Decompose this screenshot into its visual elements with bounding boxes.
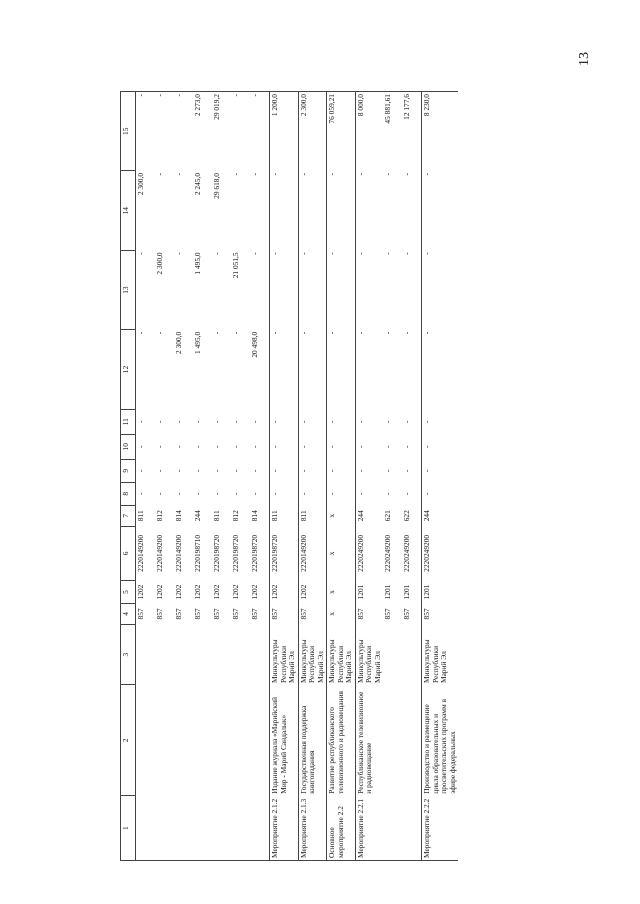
- cell-c7: 811: [212, 510, 221, 522]
- cell-name: Мероприятие 2.2.1: [355, 796, 383, 861]
- cell-desc: [250, 685, 270, 796]
- cell-exec: [231, 624, 250, 685]
- column-header-14: 14: [121, 171, 136, 250]
- cell-c7: 812: [155, 510, 164, 522]
- cell-c13: -: [212, 252, 221, 255]
- cell-c7: 622: [402, 510, 412, 522]
- cell-c13: -: [383, 252, 393, 255]
- budget-table: [120, 91, 458, 861]
- cell-c15: -: [231, 92, 250, 171]
- cell-c4: 857: [212, 608, 221, 620]
- cell-c11: -: [422, 409, 459, 434]
- cell-c12: -: [327, 330, 356, 409]
- cell-c13: -: [250, 252, 259, 255]
- table-row: [298, 92, 327, 861]
- cell-c4: 857: [402, 608, 412, 620]
- cell-c13: 1 495,0: [193, 252, 202, 275]
- cell-name: [136, 796, 156, 861]
- cell-c13: -: [174, 252, 183, 255]
- cell-c13: 2 300,0: [155, 252, 164, 275]
- cell-c9: -: [231, 469, 240, 473]
- cell-c8: -: [193, 492, 202, 496]
- cell-c8: -: [270, 482, 299, 505]
- column-header-13: 13: [121, 250, 136, 329]
- column-header-6: 6: [121, 526, 136, 580]
- table-row: [136, 92, 156, 861]
- cell-exec: [402, 624, 422, 685]
- cell-c14: -: [327, 171, 356, 250]
- cell-c4: х: [327, 604, 356, 625]
- cell-c12: -: [270, 330, 299, 409]
- cell-c5: 1202: [174, 584, 183, 600]
- cell-c11: -: [355, 409, 383, 434]
- cell-c6: 2220149200: [155, 534, 164, 572]
- cell-name: Мероприятие 2.1.3: [298, 796, 327, 861]
- rotated-table-container: [120, 91, 520, 861]
- cell-c7: 812: [231, 510, 240, 522]
- cell-c14: -: [402, 172, 412, 176]
- column-header-7: 7: [121, 505, 136, 526]
- cell-c14: -: [231, 172, 240, 176]
- cell-c10: -: [155, 445, 164, 449]
- cell-c13: -: [355, 250, 383, 329]
- cell-c10: -: [422, 434, 459, 459]
- table-row: [155, 92, 174, 861]
- cell-c8: -: [422, 482, 459, 505]
- cell-c6: 2220198720: [231, 534, 240, 572]
- cell-c15: 29 019,2: [212, 92, 231, 171]
- cell-c5: 1202: [250, 584, 259, 600]
- table-row: [212, 92, 231, 861]
- cell-exec: [174, 624, 193, 685]
- cell-c11: -: [155, 420, 164, 423]
- cell-desc: [212, 685, 231, 796]
- cell-c7: 811: [136, 510, 145, 522]
- cell-c5: 1201: [383, 584, 393, 600]
- cell-c8: -: [250, 492, 259, 496]
- cell-c6: 2220249200: [383, 534, 393, 572]
- column-header-15: 15: [121, 92, 136, 171]
- cell-c8: -: [355, 482, 383, 505]
- cell-c7: 814: [250, 510, 259, 522]
- cell-c13: 21 051,5: [231, 252, 240, 279]
- cell-name: Мероприятие 2.1.2: [270, 796, 299, 861]
- page-number: 13: [577, 52, 592, 66]
- cell-c15: 76 059,21: [327, 92, 356, 171]
- cell-c11: -: [136, 420, 145, 423]
- cell-c8: -: [136, 492, 145, 496]
- cell-c15: 8 000,0: [355, 92, 383, 171]
- column-header-11: 11: [121, 409, 136, 434]
- cell-c14: 2 245,0: [193, 172, 202, 196]
- cell-c10: -: [136, 445, 145, 449]
- cell-name: [174, 796, 193, 861]
- cell-c14: -: [383, 172, 393, 176]
- cell-desc: Производство и размещение цикла образовательных и просветительских программ в эфире федеральных: [422, 685, 459, 796]
- cell-c10: -: [298, 434, 327, 459]
- table-row: [250, 92, 270, 861]
- cell-c9: -: [193, 469, 202, 473]
- cell-exec: [212, 624, 231, 685]
- cell-c15: 12 177,6: [402, 92, 422, 171]
- cell-c11: -: [298, 409, 327, 434]
- cell-c9: -: [422, 459, 459, 482]
- cell-c10: -: [402, 445, 412, 449]
- cell-c6: 2220149200: [298, 526, 327, 580]
- cell-c5: х: [327, 581, 356, 604]
- cell-desc: [402, 685, 422, 796]
- table-row: [193, 92, 212, 861]
- cell-c12: 2 300,0: [174, 331, 183, 354]
- cell-c10: -: [355, 434, 383, 459]
- cell-c11: -: [383, 420, 393, 423]
- cell-c5: 1202: [270, 581, 299, 604]
- cell-c9: -: [298, 459, 327, 482]
- cell-exec: [383, 624, 402, 685]
- cell-c7: 621: [383, 510, 393, 522]
- cell-c6: 2220249200: [402, 534, 412, 572]
- cell-c13: -: [422, 250, 459, 329]
- cell-c12: -: [231, 331, 240, 335]
- cell-c15: 2 273,0: [193, 92, 212, 171]
- cell-desc: [193, 685, 212, 796]
- cell-c15: 2 300,0: [298, 92, 327, 171]
- cell-desc: [383, 685, 402, 796]
- cell-name: [155, 796, 174, 861]
- cell-name: Основное мероприятие 2.2: [327, 796, 356, 861]
- cell-c7: 244: [422, 505, 459, 526]
- cell-c9: -: [212, 469, 221, 473]
- cell-c9: -: [270, 459, 299, 482]
- cell-c4: 857: [383, 608, 393, 620]
- table-row: [355, 92, 383, 861]
- cell-c15: -: [155, 92, 174, 171]
- cell-c4: 857: [298, 604, 327, 625]
- cell-desc: [155, 685, 174, 796]
- cell-desc: [136, 685, 156, 796]
- cell-c9: -: [355, 459, 383, 482]
- cell-c4: 857: [136, 608, 145, 620]
- column-header-5: 5: [121, 581, 136, 604]
- cell-c11: -: [174, 420, 183, 423]
- cell-c12: -: [155, 331, 164, 335]
- column-header-2: 2: [121, 685, 136, 796]
- cell-exec: Минкультуры Республики Марий Эл: [355, 624, 383, 685]
- cell-c12: -: [402, 331, 412, 335]
- cell-c5: 1202: [231, 584, 240, 600]
- cell-desc: Развитие республиканского телевизионного и радиовещания: [327, 685, 356, 796]
- cell-c12: -: [136, 331, 145, 335]
- cell-c9: -: [250, 469, 259, 473]
- cell-c11: -: [231, 420, 240, 423]
- cell-c9: -: [327, 459, 356, 482]
- cell-c15: -: [136, 92, 156, 171]
- cell-c6: 2220198720: [270, 526, 299, 580]
- cell-exec: [155, 624, 174, 685]
- cell-c4: 857: [250, 608, 259, 620]
- cell-c5: 1201: [355, 581, 383, 604]
- cell-c5: 1202: [155, 584, 164, 600]
- column-header-4: 4: [121, 604, 136, 625]
- cell-desc: Государственная поддержка книгоиздания: [298, 685, 327, 796]
- cell-c12: -: [355, 330, 383, 409]
- cell-c5: 1201: [402, 584, 412, 600]
- cell-c5: 1202: [298, 581, 327, 604]
- header-row: [121, 92, 136, 861]
- cell-c6: х: [327, 526, 356, 580]
- column-header-1: 1: [121, 796, 136, 861]
- cell-c6: 2220249200: [422, 526, 459, 580]
- cell-c7: 811: [270, 505, 299, 526]
- cell-c4: 857: [422, 604, 459, 625]
- cell-c9: -: [402, 469, 412, 473]
- table-row: [270, 92, 299, 861]
- cell-c14: -: [174, 172, 183, 176]
- cell-c10: -: [383, 445, 393, 449]
- cell-c12: 20 498,0: [250, 331, 259, 358]
- cell-c4: 857: [231, 608, 240, 620]
- cell-desc: Издание журнала «Марийский Мир - Марий Сандалык»: [270, 685, 299, 796]
- cell-c8: -: [174, 492, 183, 496]
- cell-c5: 1201: [422, 581, 459, 604]
- cell-exec: [250, 624, 270, 685]
- cell-name: [250, 796, 270, 861]
- cell-c14: 2 300,0: [136, 172, 145, 196]
- table-row: [327, 92, 356, 861]
- column-header-12: 12: [121, 330, 136, 409]
- table-row: [402, 92, 422, 861]
- cell-c7: 244: [355, 505, 383, 526]
- cell-c13: -: [270, 250, 299, 329]
- cell-c6: 2220198720: [250, 534, 259, 572]
- cell-c8: -: [327, 482, 356, 505]
- cell-c5: 1202: [136, 584, 145, 600]
- cell-c12: -: [422, 330, 459, 409]
- cell-c12: -: [383, 331, 393, 335]
- cell-c9: -: [155, 469, 164, 473]
- cell-exec: Минкультуры Республики Марий Эл: [298, 624, 327, 685]
- cell-c6: 2220149200: [136, 534, 145, 572]
- cell-c6: 2220149200: [174, 534, 183, 572]
- cell-c10: -: [327, 434, 356, 459]
- cell-c7: 811: [298, 505, 327, 526]
- cell-exec: Минкультуры Республики Марий Эл: [270, 624, 299, 685]
- cell-c6: 2220198720: [212, 534, 221, 572]
- column-header-8: 8: [121, 482, 136, 505]
- cell-c8: -: [212, 492, 221, 496]
- cell-c8: -: [155, 492, 164, 496]
- cell-name: [383, 796, 402, 861]
- cell-c13: -: [402, 252, 412, 255]
- cell-exec: [193, 624, 212, 685]
- cell-c11: -: [402, 420, 412, 423]
- cell-c4: 857: [174, 608, 183, 620]
- cell-c4: 857: [193, 608, 202, 620]
- cell-c10: -: [270, 434, 299, 459]
- column-header-3: 3: [121, 624, 136, 685]
- cell-c9: -: [383, 469, 393, 473]
- cell-c10: -: [174, 445, 183, 449]
- cell-exec: [136, 624, 156, 685]
- cell-c15: 1 200,0: [270, 92, 299, 171]
- cell-name: [231, 796, 250, 861]
- cell-c13: -: [298, 250, 327, 329]
- cell-exec: Минкультуры Республики Марий Эл: [422, 624, 459, 685]
- column-header-9: 9: [121, 459, 136, 482]
- cell-c8: -: [231, 492, 240, 496]
- cell-c13: -: [136, 252, 145, 255]
- cell-c7: х: [327, 505, 356, 526]
- cell-c4: 857: [155, 608, 164, 620]
- cell-c12: 1 495,0: [193, 331, 202, 354]
- table-row: [383, 92, 402, 861]
- cell-c15: 45 881,61: [383, 92, 402, 171]
- column-header-10: 10: [121, 434, 136, 459]
- cell-c11: -: [212, 420, 221, 423]
- cell-c10: -: [231, 445, 240, 449]
- cell-c11: -: [250, 420, 259, 423]
- cell-c14: -: [270, 171, 299, 250]
- cell-c14: -: [422, 171, 459, 250]
- cell-name: Мероприятие 2.2.2: [422, 796, 459, 861]
- cell-c8: -: [383, 492, 393, 496]
- cell-c11: -: [270, 409, 299, 434]
- cell-c7: 244: [193, 510, 202, 522]
- cell-c10: -: [212, 445, 221, 449]
- cell-c7: 814: [174, 510, 183, 522]
- cell-c14: -: [155, 172, 164, 176]
- cell-c11: -: [327, 409, 356, 434]
- cell-c15: -: [250, 92, 270, 171]
- cell-c10: -: [250, 445, 259, 449]
- cell-c8: -: [298, 482, 327, 505]
- cell-c12: -: [212, 331, 221, 335]
- cell-c14: -: [250, 172, 259, 176]
- cell-c15: 8 230,0: [422, 92, 459, 171]
- cell-c6: 2220249200: [355, 526, 383, 580]
- cell-name: [212, 796, 231, 861]
- cell-name: [193, 796, 212, 861]
- cell-c15: -: [174, 92, 193, 171]
- cell-c14: -: [355, 171, 383, 250]
- cell-c11: -: [193, 420, 202, 423]
- cell-c14: -: [298, 171, 327, 250]
- cell-name: [402, 796, 422, 861]
- cell-c12: -: [298, 330, 327, 409]
- cell-c10: -: [193, 445, 202, 449]
- cell-c5: 1202: [212, 584, 221, 600]
- table-row: [422, 92, 459, 861]
- cell-desc: [174, 685, 193, 796]
- table-row: [174, 92, 193, 861]
- cell-desc: Республиканское телевизионное и радиовещание: [355, 685, 383, 796]
- cell-c9: -: [136, 469, 145, 473]
- cell-c13: -: [327, 250, 356, 329]
- cell-c14: 29 618,0: [212, 172, 221, 199]
- cell-c6: 2220198710: [193, 534, 202, 572]
- cell-c4: 857: [355, 604, 383, 625]
- cell-c4: 857: [270, 604, 299, 625]
- cell-desc: [231, 685, 250, 796]
- cell-exec: Минкультуры Республики Марий Эл: [327, 624, 356, 685]
- cell-c5: 1202: [193, 584, 202, 600]
- table-row: [231, 92, 250, 861]
- cell-c9: -: [174, 469, 183, 473]
- table-body: [136, 92, 459, 861]
- cell-c8: -: [402, 492, 412, 496]
